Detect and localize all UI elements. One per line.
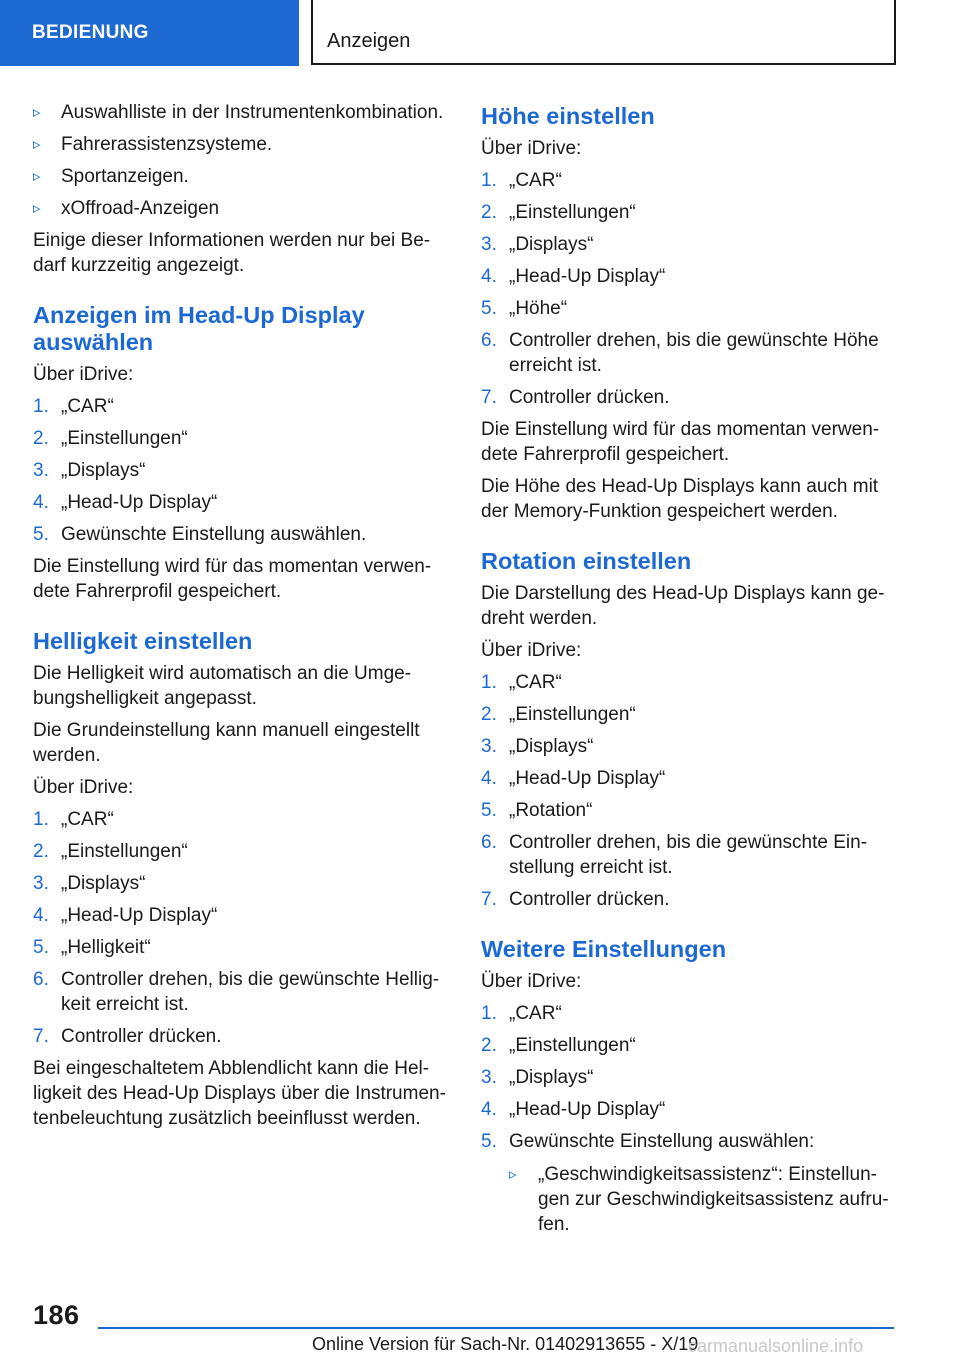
- list-item: ▹ Auswahlliste in der Instrumentenkombination.: [33, 102, 444, 123]
- chapter-title: Anzeigen: [311, 0, 896, 65]
- step-item: 3. „Displays“: [481, 234, 594, 255]
- step-item: 2. „Einstellungen“: [33, 428, 188, 449]
- step-item: 5. Gewünschte Einstellung auswählen.: [33, 524, 367, 545]
- sub-list: [509, 1162, 901, 1237]
- more-steps: [481, 1001, 901, 1237]
- step-item: 6. Controller drehen, bis die gewünschte Helligkeit erreicht ist.: [33, 969, 440, 1015]
- rotation-paragraph: Die Darstellung des Head-Up Displays kann gedreht werden.: [481, 583, 885, 629]
- headup-steps: [33, 394, 453, 547]
- list-item: ▹ Fahrerassistenzsysteme.: [33, 134, 273, 155]
- idrive-intro: Über iDrive:: [481, 640, 582, 661]
- step-item: 3. „Displays“: [481, 736, 594, 757]
- heading-headup-select: Anzeigen im Head-Up Display auswählen: [33, 302, 365, 355]
- page-header: [0, 0, 960, 66]
- idrive-intro: Über iDrive:: [33, 777, 134, 798]
- rotation-steps: [481, 670, 901, 912]
- step-item: 5. „Höhe“: [481, 298, 568, 319]
- step-item: 4. „Head-Up Display“: [481, 266, 666, 287]
- brightness-paragraph: Die Grundeinstellung kann manuell eingestellt werden.: [33, 720, 420, 766]
- step-item: 6. Controller drehen, bis die gewünschte Einstellung erreicht ist.: [481, 832, 868, 878]
- step-item: 4. „Head-Up Display“: [481, 1099, 666, 1120]
- bullet-triangle-icon: ▹: [33, 168, 41, 185]
- step-item: 4. „Head-Up Display“: [33, 492, 218, 513]
- idrive-intro: Über iDrive:: [33, 364, 134, 385]
- step-item: 1. „CAR“: [481, 1003, 562, 1024]
- heading-rotation: Rotation einstellen: [481, 548, 692, 574]
- heading-height: Höhe einstellen: [481, 103, 655, 129]
- step-item: 2. „Einstellungen“: [481, 1035, 636, 1056]
- right-column: [481, 100, 901, 1244]
- idrive-intro: Über iDrive:: [481, 138, 582, 159]
- list-item: ▹ „Geschwindigkeitsassistenz“: Einstellungen zur Geschwindigkeitsassistenz aufrufen.: [509, 1164, 889, 1235]
- step-item: 1. „CAR“: [33, 809, 114, 830]
- bullet-triangle-icon: ▹: [509, 1166, 517, 1183]
- watermark: carmanualsonline.info: [688, 1336, 864, 1356]
- list-item: ▹ xOffroad-Anzeigen: [33, 198, 220, 219]
- step-item: 2. „Einstellungen“: [481, 704, 636, 725]
- step-item: 4. „Head-Up Display“: [481, 768, 666, 789]
- profile-note: Die Einstellung wird für das momentan verwendete Fahrerprofil gespeichert.: [33, 556, 432, 602]
- bullet-triangle-icon: ▹: [33, 200, 41, 217]
- step-item: 7. Controller drücken.: [481, 889, 670, 910]
- step-item: 1. „CAR“: [481, 672, 562, 693]
- brightness-steps: [33, 807, 453, 1049]
- step-item: 4. „Head-Up Display“: [33, 905, 218, 926]
- left-column: [33, 100, 453, 1138]
- height-steps: [481, 168, 901, 410]
- profile-note: Die Einstellung wird für das momentan verwendete Fahrerprofil gespeichert.: [481, 419, 880, 465]
- heading-brightness: Helligkeit einstellen: [33, 628, 253, 654]
- step-item: 1. „CAR“: [481, 170, 562, 191]
- step-item: 7. Controller drücken.: [33, 1026, 222, 1047]
- step-item: 2. „Einstellungen“: [481, 202, 636, 223]
- step-item: 3. „Displays“: [33, 873, 146, 894]
- bullet-triangle-icon: ▹: [33, 136, 41, 153]
- brightness-paragraph: Die Helligkeit wird automatisch an die Umgebungshelligkeit angepasst.: [33, 663, 412, 709]
- step-item: 5. Gewünschte Einstellung auswählen: ▹ „Geschwindigkeitsassistenz“: Einstellungen zur Geschwindigkeitsassistenz aufrufen.: [481, 1129, 901, 1237]
- idrive-intro: Über iDrive:: [481, 971, 582, 992]
- section-tab: BEDIENUNG: [0, 0, 299, 66]
- step-item: 5. „Rotation“: [481, 800, 593, 821]
- brightness-note: Bei eingeschaltetem Abblendlicht kann die Helligkeit des Head-Up Displays über die Instrumentenbeleuchtung zusätzlich beeinflusst werden.: [33, 1058, 446, 1129]
- memory-note: Die Höhe des Head-Up Displays kann auch mit der Memory-Funktion gespeichert werden.: [481, 476, 879, 522]
- page-number: 186: [33, 1300, 80, 1330]
- online-version-note: Online Version für Sach-Nr. 01402913655 - X/19: [312, 1334, 699, 1354]
- footer-divider: [98, 1327, 894, 1329]
- display-options-list: [33, 100, 453, 221]
- step-item: 1. „CAR“: [33, 396, 114, 417]
- list-item: ▹ Sportanzeigen.: [33, 166, 189, 187]
- info-note: Einige dieser Informationen werden nur bei Bedarf kurzzeitig angezeigt.: [33, 230, 431, 276]
- step-item: 5. „Helligkeit“: [33, 937, 151, 958]
- step-item: 3. „Displays“: [33, 460, 146, 481]
- step-item: 7. Controller drücken.: [481, 387, 670, 408]
- step-item: 3. „Displays“: [481, 1067, 594, 1088]
- heading-more-settings: Weitere Einstellungen: [481, 936, 727, 962]
- step-item: 6. Controller drehen, bis die gewünschte Höhe erreicht ist.: [481, 330, 879, 376]
- step-item: 2. „Einstellungen“: [33, 841, 188, 862]
- bullet-triangle-icon: ▹: [33, 104, 41, 121]
